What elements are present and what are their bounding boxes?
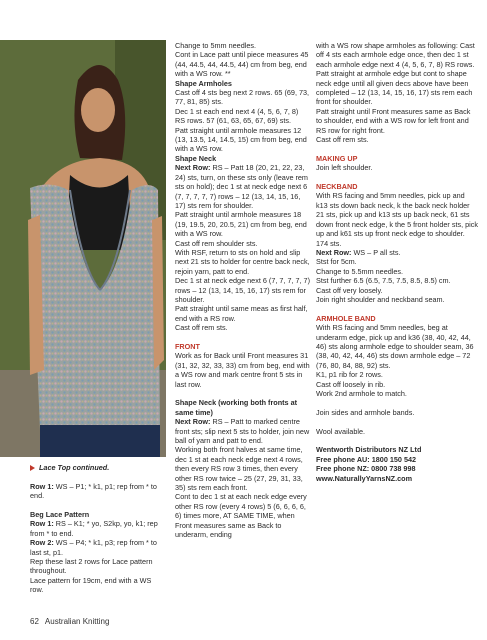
contact-line: Free phone NZ: 0800 738 998 bbox=[316, 464, 416, 474]
left-column bbox=[30, 463, 164, 595]
instruction-text: K1, p1 rib for 2 rows. bbox=[316, 370, 383, 380]
instruction-paragraph bbox=[316, 257, 478, 266]
instruction-paragraph bbox=[30, 538, 164, 557]
instruction-paragraph bbox=[30, 576, 164, 595]
spacer bbox=[175, 389, 310, 398]
row-label: Next Row: bbox=[175, 417, 211, 427]
instruction-paragraph bbox=[316, 276, 478, 285]
row-label: Row 1: bbox=[30, 481, 54, 491]
instruction-paragraph bbox=[175, 210, 310, 238]
instruction-text: with a WS row shape armholes as following: Cast off 4 sts each armhole edge once, then dec 1 st each armhole edge next 4 (4, 5, 6, 7, 8) RS rows. bbox=[316, 41, 475, 69]
instruction-text: Join sides and armhole bands. bbox=[316, 407, 415, 417]
instruction-text: WS – P4; * k1, p3; rep from * to last st, p1. bbox=[30, 538, 157, 557]
instruction-text: Lace pattern for 19cm, end with a WS row. bbox=[30, 575, 152, 595]
instruction-paragraph bbox=[175, 417, 310, 445]
instruction-paragraph bbox=[316, 69, 478, 107]
instruction-text: Cont to dec 1 st at each neck edge every other RS row (every 4 rows) 5 (6, 6, 6, 6, 6) times more, AT SAME TIME, when Front measures same as Back to underarm, ending bbox=[175, 492, 307, 540]
instruction-paragraph bbox=[30, 519, 164, 538]
row-label: Next Row: bbox=[316, 247, 352, 257]
instruction-text: With RS facing and 5mm needles, beg at underarm edge, pick up and k36 (38, 40, 42, 44, 46) sts along armhole edge to shoulder seam, 36 (38, 40, 42, 44, 46) sts down armhole edge – 72 (76, 80, 84, 88, 92) sts. bbox=[316, 323, 474, 370]
section-heading: Beg Lace Pattern bbox=[30, 510, 90, 519]
instruction-paragraph bbox=[316, 107, 478, 135]
instruction-paragraph bbox=[175, 50, 310, 78]
instruction-text: Work as for Back until Front measures 31 (31, 32, 32, 33, 33) cm from beg, end with a WS row and mark centre front 5 sts in last row. bbox=[175, 351, 310, 389]
instruction-text: Join right shoulder and neckband seam. bbox=[316, 294, 445, 304]
spacer bbox=[175, 333, 310, 342]
instruction-text: Cast off rem shoulder sts. bbox=[175, 238, 258, 248]
instruction-text: RS – K1; * yo, S2kp, yo, k1; rep from * to end. bbox=[30, 519, 158, 538]
instruction-paragraph bbox=[175, 126, 310, 154]
spacer bbox=[316, 417, 478, 426]
instruction-paragraph bbox=[175, 163, 310, 210]
instruction-text: Wool available. bbox=[316, 426, 366, 436]
instruction-paragraph bbox=[316, 163, 478, 172]
page-footer bbox=[30, 617, 109, 626]
instruction-text: With RS facing and 5mm needles, pick up and k13 sts down back neck, k the back neck holder 21 sts, pick up and k13 sts up back neck, 61 sts down front neck edge, k the 5 front holder sts, pick up and k61 sts up front neck edge to shoulder. 174 sts. bbox=[316, 191, 479, 248]
instruction-paragraph bbox=[30, 557, 164, 576]
instruction-text: Patt straight until same meas as first half, end with a RS row. bbox=[175, 304, 308, 323]
instruction-text: With RSF, return to sts on hold and slip next 21 sts to holder for centre back neck, rejoin yarn, patt to end. bbox=[175, 247, 310, 276]
section-heading: Shape Armholes bbox=[175, 78, 232, 88]
instruction-text: Patt straight until armhole measures 18 (19, 19.5, 20, 20.5, 21) cm from beg, end with a WS row. bbox=[175, 210, 307, 239]
spacer bbox=[316, 304, 478, 313]
right-column bbox=[316, 41, 478, 483]
instruction-paragraph bbox=[316, 248, 478, 257]
instruction-paragraph bbox=[316, 295, 478, 304]
section-title: FRONT bbox=[175, 341, 200, 351]
instruction-paragraph bbox=[316, 427, 478, 436]
instruction-paragraph bbox=[316, 41, 478, 69]
instruction-text: Cont in Lace patt until piece measures 45 (44, 44.5, 44, 44.5, 44) cm from beg, end with a WS row. ** bbox=[175, 50, 309, 79]
instruction-text: Cast off very loosely. bbox=[316, 285, 383, 295]
instruction-paragraph bbox=[175, 351, 310, 389]
row-label: Row 2: bbox=[30, 538, 54, 548]
instruction-paragraph bbox=[175, 88, 310, 107]
instruction-text: Dec 1 st each end next 4 (4, 5, 6, 7, 8) RS rows. 57 (61, 63, 65, 67, 69) sts. bbox=[175, 106, 299, 126]
contact-line: Wentworth Distributors NZ Ltd bbox=[316, 445, 422, 455]
row-label: Next Row: bbox=[175, 163, 211, 173]
instruction-text: RS – Patt 18 (20, 21, 22, 23, 24) sts, turn, on these sts only (leave rem sts on hold); dec 1 st at neck edge next 6 (7, 7, 7, 7, 7) rows – 12 (13, 14, 15, 16, 17) sts rem for shoulder. bbox=[175, 163, 308, 210]
instruction-paragraph bbox=[175, 41, 310, 50]
instruction-text: Patt straight until Front measures same as Back to shoulder, end with a WS row for left front and RS row for right front. bbox=[316, 106, 471, 135]
page-number: 62 bbox=[30, 617, 39, 626]
model-photo bbox=[0, 40, 166, 457]
instruction-paragraph bbox=[175, 276, 310, 304]
instruction-paragraph bbox=[175, 492, 310, 539]
instruction-paragraph bbox=[30, 482, 164, 501]
section-title: NECKBAND bbox=[316, 182, 358, 192]
instruction-paragraph bbox=[175, 239, 310, 248]
knitted-lace-top-illustration bbox=[0, 40, 166, 457]
instruction-text: Cast off loosely in rib. bbox=[316, 379, 386, 389]
section-title: MAKING UP bbox=[316, 153, 358, 163]
row-label: Row 1: bbox=[30, 519, 54, 529]
spacer bbox=[316, 173, 478, 182]
instruction-paragraph bbox=[175, 304, 310, 323]
instruction-text: Working both front halves at same time, dec 1 st at each neck edge next 4 rows, then every RS row 3 times, then every other RS row twice – 25 (27, 29, 31, 33, 35) sts rem each front. bbox=[175, 445, 303, 493]
section-heading: Shape Neck (working both fronts at same time) bbox=[175, 398, 298, 417]
contact-line: Free phone AU: 1800 150 542 bbox=[316, 454, 417, 464]
magazine-name: Australian Knitting bbox=[44, 617, 110, 626]
caption-triangle-icon bbox=[30, 465, 35, 471]
instruction-text: Join left shoulder. bbox=[316, 163, 373, 173]
photo-caption: Lace Top continued. bbox=[30, 463, 164, 472]
instruction-text: Cast off rem sts. bbox=[316, 135, 369, 145]
instruction-text: Change to 5mm needles. bbox=[175, 41, 257, 50]
instruction-text: RS – Patt to marked centre front sts; slip next 5 sts to holder, join new ball of yarn and patt to end. bbox=[175, 417, 310, 446]
instruction-text: Stst for 5cm. bbox=[316, 257, 357, 267]
instruction-paragraph bbox=[316, 267, 478, 276]
instruction-paragraph bbox=[175, 445, 310, 492]
contact-line: www.NaturallyYarnsNZ.com bbox=[316, 473, 413, 483]
instruction-paragraph bbox=[316, 370, 478, 379]
instruction-text: Cast off rem sts. bbox=[175, 323, 228, 333]
instruction-text: Work 2nd armhole to match. bbox=[316, 388, 407, 398]
instruction-text: Patt straight at armhole edge but cont to shape neck edge until all given decs above have been completed – 12 (13, 14, 15, 16, 17) sts rem each front for shoulder. bbox=[316, 69, 473, 107]
spacer bbox=[316, 398, 478, 407]
spacer bbox=[30, 501, 164, 510]
instruction-paragraph bbox=[175, 107, 310, 126]
instruction-text: Cast off 4 sts beg next 2 rows. 65 (69, 73, 77, 81, 85) sts. bbox=[175, 88, 310, 107]
instruction-paragraph bbox=[316, 408, 478, 417]
instruction-paragraph bbox=[316, 286, 478, 295]
instruction-text: Dec 1 st at neck edge next 6 (7, 7, 7, 7, 7) rows – 12 (13, 14, 15, 16, 17) sts rem for shoulder. bbox=[175, 276, 311, 304]
instruction-text: WS – P all sts. bbox=[351, 247, 401, 257]
spacer bbox=[316, 436, 478, 445]
instruction-paragraph bbox=[316, 380, 478, 389]
instruction-paragraph bbox=[175, 248, 310, 276]
instruction-paragraph bbox=[316, 191, 478, 247]
section-heading: Shape Neck bbox=[175, 153, 217, 163]
section-title: ARMHOLE BAND bbox=[316, 313, 376, 323]
instruction-text: Stst further 6.5 (6.5, 7.5, 7.5, 8.5, 8.5) cm. bbox=[316, 276, 451, 286]
middle-column bbox=[175, 41, 310, 540]
instruction-paragraph bbox=[316, 323, 478, 370]
instruction-text: WS – P1; * k1, p1; rep from * to end. bbox=[30, 481, 157, 501]
spacer bbox=[316, 144, 478, 153]
instruction-text: Change to 5.5mm needles. bbox=[316, 266, 404, 276]
instruction-paragraph bbox=[316, 389, 478, 398]
instruction-text: Patt straight until armhole measures 12 (13, 13.5, 14, 14.5, 15) cm from beg, end with a WS row. bbox=[175, 125, 307, 154]
instruction-paragraph bbox=[175, 323, 310, 332]
left-column-body bbox=[30, 482, 164, 595]
instruction-paragraph bbox=[316, 135, 478, 144]
instruction-text: Rep these last 2 rows for Lace pattern throughout. bbox=[30, 557, 153, 576]
